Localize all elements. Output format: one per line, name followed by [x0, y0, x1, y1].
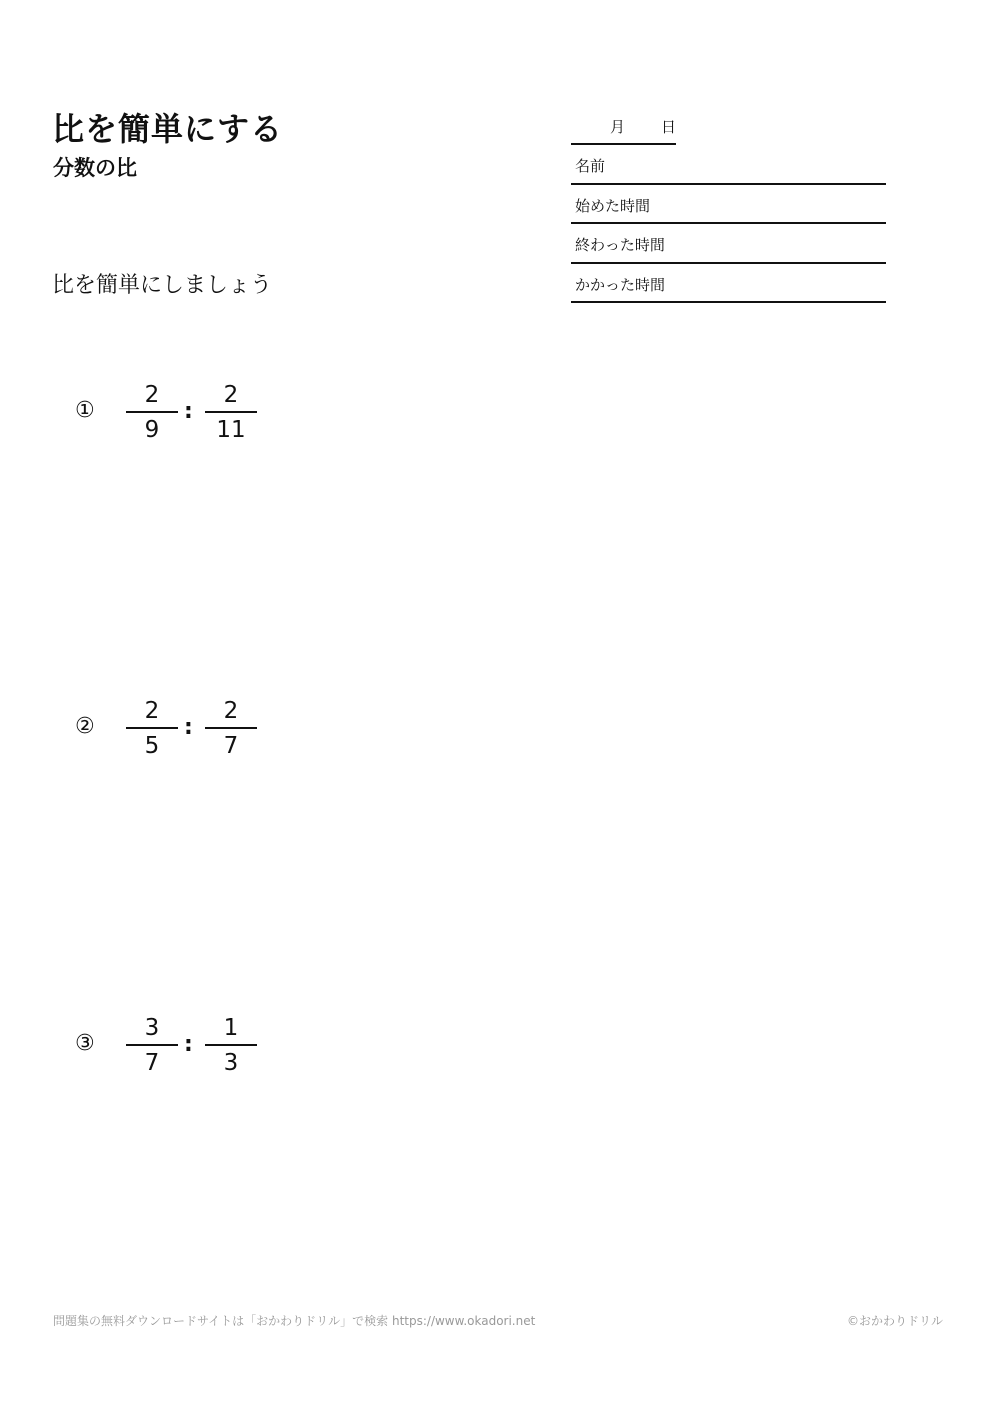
instruction-text: 比を簡単にしましょう: [52, 273, 273, 298]
fraction-left: [126, 700, 178, 758]
problem-1: [75, 384, 275, 444]
page-subtitle: 分数の比: [53, 156, 137, 180]
fraction-bar: [205, 411, 257, 413]
start-time-field[interactable]: 始めた時間: [571, 185, 886, 225]
ratio-colon: :: [184, 1032, 193, 1057]
denominator: 3: [223, 1050, 239, 1076]
elapsed-time-field[interactable]: かかった時間: [571, 264, 886, 304]
page-title: 比を簡単にする: [52, 110, 284, 148]
day-label: 日: [661, 118, 677, 136]
fraction-bar: [205, 727, 257, 729]
problem-number: ①: [75, 398, 95, 423]
fraction-bar: [205, 1044, 257, 1046]
fraction-bar: [126, 1044, 178, 1046]
end-time-field[interactable]: 終わった時間: [571, 224, 886, 264]
denominator: 7: [223, 733, 239, 759]
numerator: 2: [144, 698, 160, 724]
problem-number: ③: [75, 1031, 95, 1056]
numerator: 1: [223, 1015, 239, 1041]
denominator: 11: [216, 417, 246, 443]
numerator: 2: [223, 382, 239, 408]
denominator: 5: [144, 733, 160, 759]
denominator: 7: [144, 1050, 160, 1076]
problem-2: [75, 700, 275, 760]
month-label: 月: [610, 118, 626, 136]
footer-copyright: ©おかわりドリル: [847, 1314, 944, 1328]
ratio-colon: :: [184, 715, 193, 740]
date-field[interactable]: [571, 110, 676, 145]
fraction-right: [205, 1017, 257, 1075]
fraction-bar: [126, 411, 178, 413]
problem-number: ②: [75, 714, 95, 739]
numerator: 3: [144, 1015, 160, 1041]
numerator: 2: [144, 382, 160, 408]
fraction-left: [126, 1017, 178, 1075]
denominator: 9: [144, 417, 160, 443]
student-info-box: [571, 110, 886, 303]
footer-download-note: 問題集の無料ダウンロードサイトは「おかわりドリル」で検索 https://www.okadori.net: [53, 1314, 536, 1328]
problem-3: [75, 1017, 275, 1077]
ratio-colon: :: [184, 399, 193, 424]
name-field[interactable]: 名前: [571, 145, 886, 185]
fraction-right: [205, 384, 257, 442]
fraction-left: [126, 384, 178, 442]
fraction-right: [205, 700, 257, 758]
numerator: 2: [223, 698, 239, 724]
fraction-bar: [126, 727, 178, 729]
